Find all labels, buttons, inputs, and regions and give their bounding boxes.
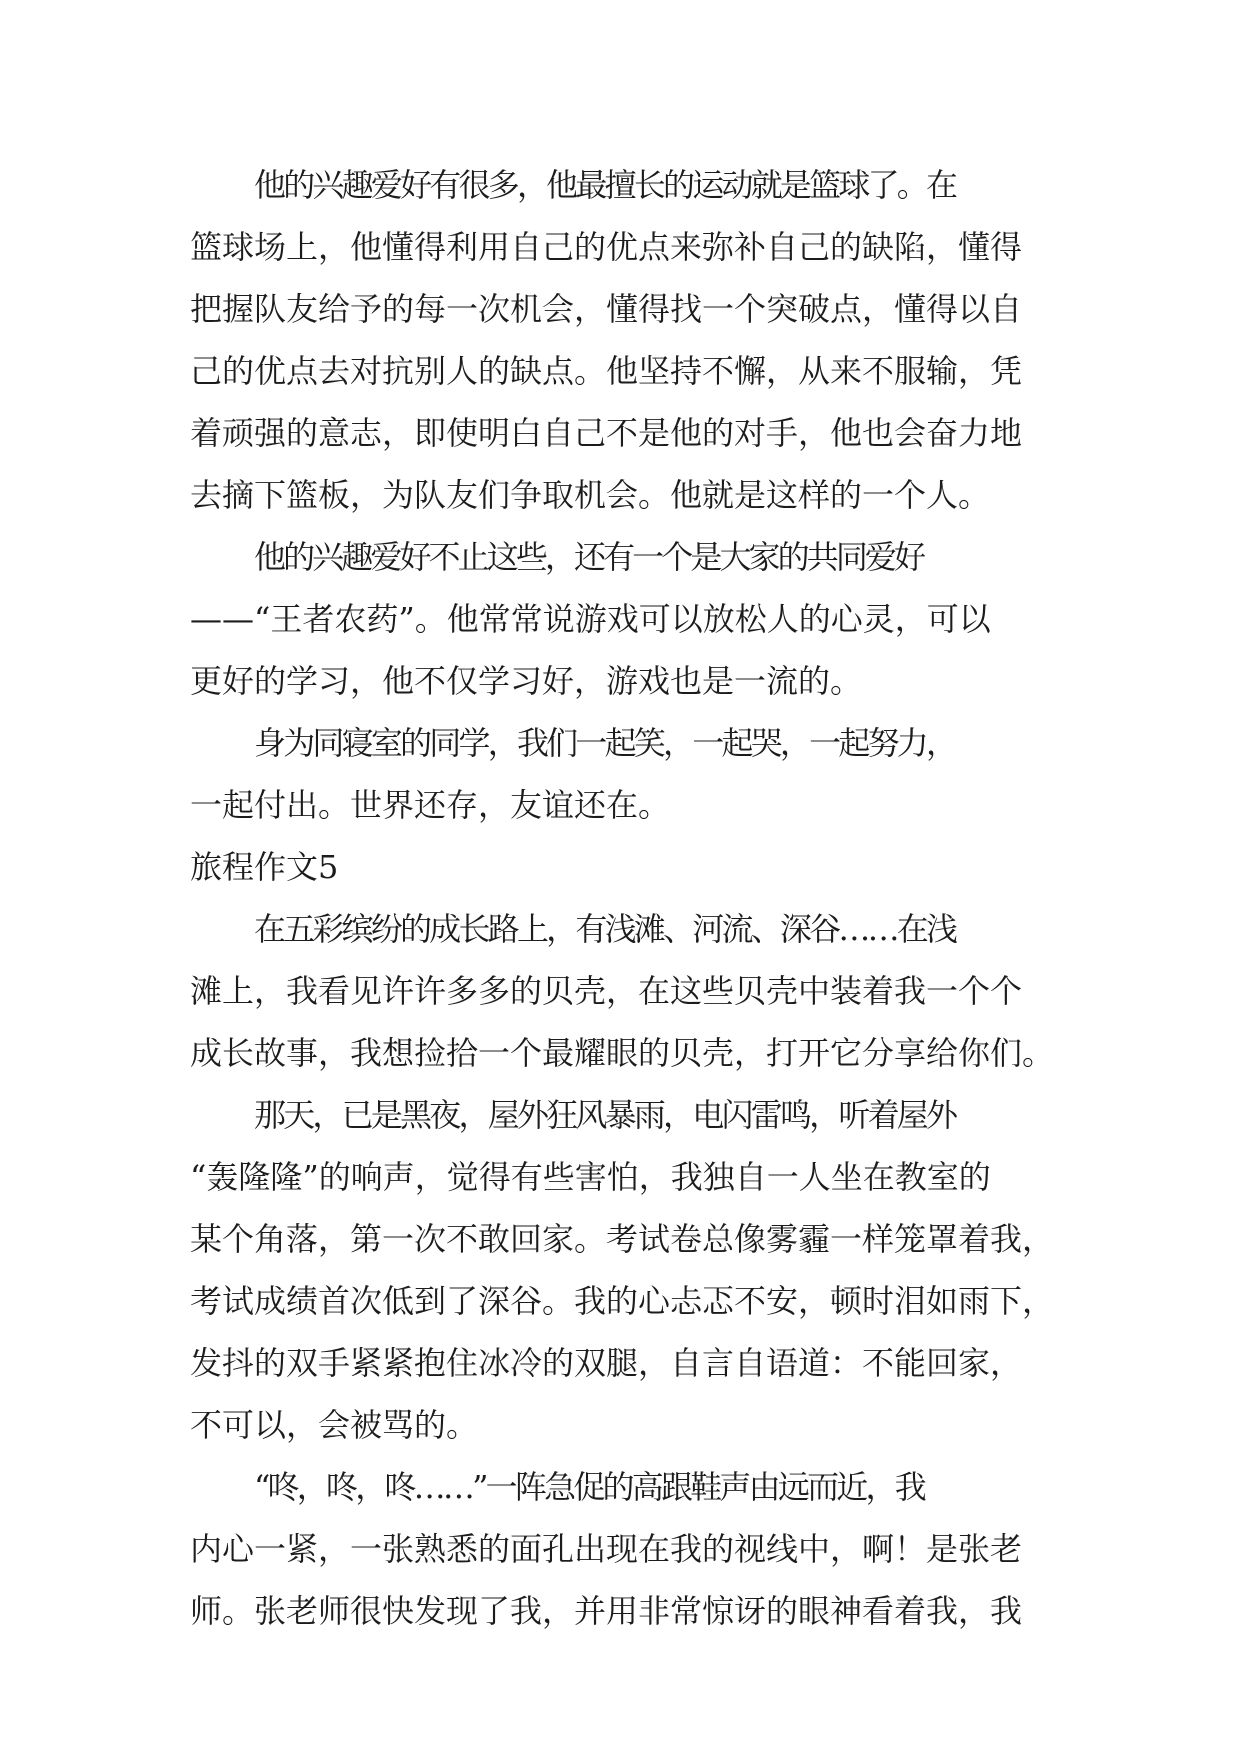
text-line: 他的兴趣爱好不止这些，还有一个是大家的共同爱好 — [254, 538, 924, 576]
text-line: 己的优点去对抗别人的缺点。他坚持不懈，从来不服输，凭 — [190, 352, 1023, 390]
text-line: “轰隆隆”的响声，觉得有些害怕，我独自一人坐在教室的 — [190, 1158, 991, 1196]
document-body — [190, 154, 1070, 1642]
text-line: 不可以，会被骂的。 — [190, 1406, 479, 1444]
text-line: 更好的学习，他不仅学习好，游戏也是一流的。 — [190, 662, 863, 700]
text-line: 考试成绩首次低到了深谷。我的心忐忑不安，顿时泪如雨下， — [190, 1282, 1055, 1320]
text-line: 篮球场上，他懂得利用自己的优点来弥补自己的缺陷，懂得 — [190, 228, 1023, 266]
text-line: 那天，已是黑夜，屋外狂风暴雨，电闪雷鸣，听着屋外 — [254, 1096, 956, 1134]
section-heading: 旅程作文5 — [190, 848, 339, 886]
text-line: 把握队友给予的每一次机会，懂得找一个突破点，懂得以自 — [190, 290, 1023, 328]
text-line: ——“王者农药”。他常常说游戏可以放松人的心灵，可以 — [190, 600, 991, 638]
text-line: 在五彩缤纷的成长路上，有浅滩、河流、深谷……在浅 — [254, 910, 956, 948]
text-line: 成长故事，我想捡拾一个最耀眼的贝壳，打开它分享给你们。 — [190, 1034, 1055, 1072]
text-line: 内心一紧，一张熟悉的面孔出现在我的视线中，啊！是张老 — [190, 1530, 1023, 1568]
text-line: 滩上，我看见许许多多的贝壳，在这些贝壳中装着我一个个 — [190, 972, 1023, 1010]
text-line: 着顽强的意志，即使明白自己不是他的对手，他也会奋力地 — [190, 414, 1023, 452]
text-line: 一起付出。世界还存，友谊还在。 — [190, 786, 671, 824]
text-line: 发抖的双手紧紧抱住冰冷的双腿，自言自语道：不能回家， — [190, 1344, 1023, 1382]
text-line: “咚，咚，咚……”一阵急促的高跟鞋声由远而近，我 — [254, 1468, 924, 1506]
text-line: 他的兴趣爱好有很多，他最擅长的运动就是篮球了。在 — [254, 166, 956, 204]
text-line: 某个角落，第一次不敢回家。考试卷总像雾霾一样笼罩着我， — [190, 1220, 1055, 1258]
text-line: 身为同寝室的同学，我们一起笑，一起哭，一起努力， — [254, 724, 956, 762]
text-line: 去摘下篮板，为队友们争取机会。他就是这样的一个人。 — [190, 476, 991, 514]
text-line: 师。张老师很快发现了我，并用非常惊讶的眼神看着我，我 — [190, 1592, 1023, 1630]
